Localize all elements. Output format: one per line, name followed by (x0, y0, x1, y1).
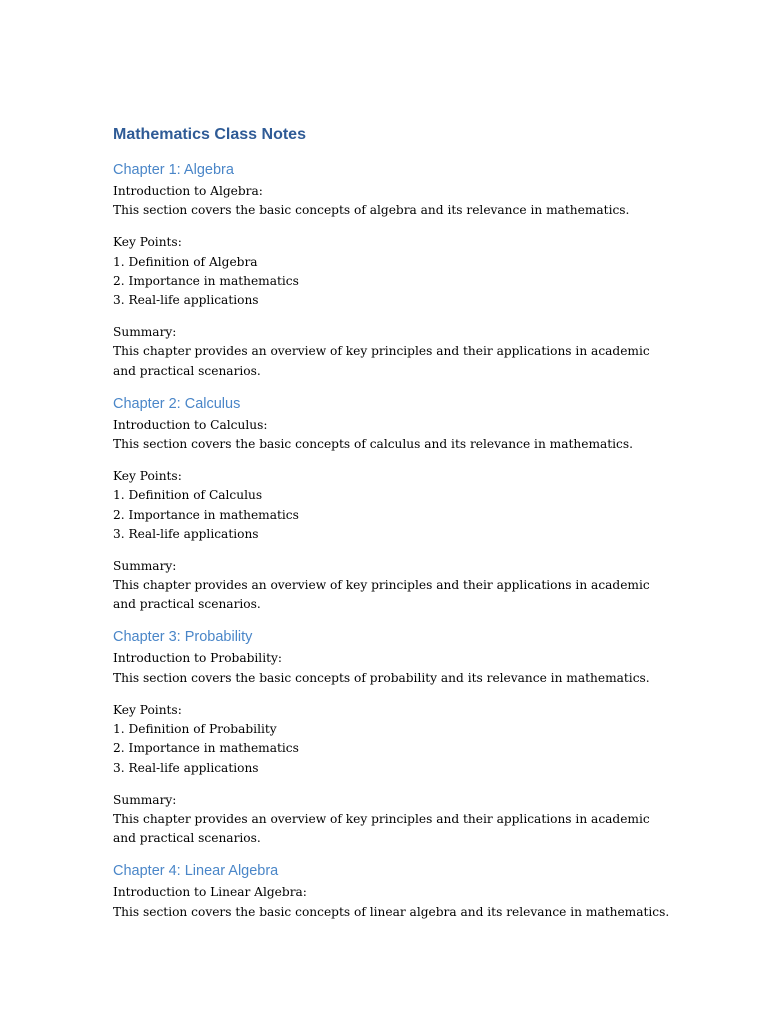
summary-label: Summary: (113, 325, 177, 340)
key-point-item: 1. Definition of Calculus (113, 488, 263, 503)
key-points-block (113, 701, 673, 778)
key-point-item: 3. Real-life applications (113, 293, 259, 308)
summary-text: This chapter provides an overview of key principles and their applications in academic and practical scenarios. (113, 344, 650, 378)
intro-label: Introduction to Calculus: (113, 417, 268, 432)
intro-block (113, 416, 673, 455)
key-points-block (113, 467, 673, 544)
document-page (113, 124, 673, 934)
summary-block (113, 557, 673, 615)
key-point-item: 3. Real-life applications (113, 526, 259, 541)
intro-block (113, 182, 673, 221)
key-point-item: 2. Importance in mathematics (113, 273, 299, 288)
chapter-heading: Chapter 2: Calculus (113, 395, 241, 412)
chapter-heading: Chapter 1: Algebra (113, 162, 234, 178)
chapter-section (113, 394, 673, 615)
intro-text: This section covers the basic concepts of algebra and its relevance in mathematics. (113, 203, 630, 218)
key-point-item: 1. Definition of Probability (113, 722, 277, 737)
chapter-heading: Chapter 3: Probability (113, 629, 253, 646)
intro-block (113, 883, 673, 922)
summary-label: Summary: (113, 558, 177, 573)
key-point-item: 2. Importance in mathematics (113, 507, 299, 522)
key-points-block (113, 233, 673, 310)
chapter-heading: Chapter 4: Linear Algebra (113, 863, 279, 880)
intro-block (113, 649, 673, 688)
intro-text: This section covers the basic concepts of probability and its relevance in mathematics. (113, 670, 650, 685)
chapter-section (113, 160, 673, 381)
intro-label: Introduction to Probability: (113, 651, 282, 666)
key-points-label: Key Points: (113, 702, 182, 717)
intro-text: This section covers the basic concepts of calculus and its relevance in mathematics. (113, 437, 634, 452)
intro-label: Introduction to Linear Algebra: (113, 885, 307, 900)
key-point-item: 1. Definition of Algebra (113, 254, 258, 269)
summary-block (113, 323, 673, 381)
summary-text: This chapter provides an overview of key principles and their applications in academic and practical scenarios. (113, 811, 650, 846)
key-point-item: 3. Real-life applications (113, 760, 259, 775)
document-title: Mathematics Class Notes (113, 126, 306, 143)
intro-label: Introduction to Algebra: (113, 184, 263, 198)
intro-text: This section covers the basic concepts of linear algebra and its relevance in mathematics. (113, 904, 670, 919)
chapter-section (113, 861, 673, 922)
summary-text: This chapter provides an overview of key principles and their applications in academic and practical scenarios. (113, 578, 650, 612)
chapter-section (113, 627, 673, 848)
summary-block (113, 791, 673, 849)
key-point-item: 2. Importance in mathematics (113, 741, 299, 756)
key-points-label: Key Points: (113, 469, 182, 484)
key-points-label: Key Points: (113, 235, 182, 250)
summary-label: Summary: (113, 792, 177, 807)
